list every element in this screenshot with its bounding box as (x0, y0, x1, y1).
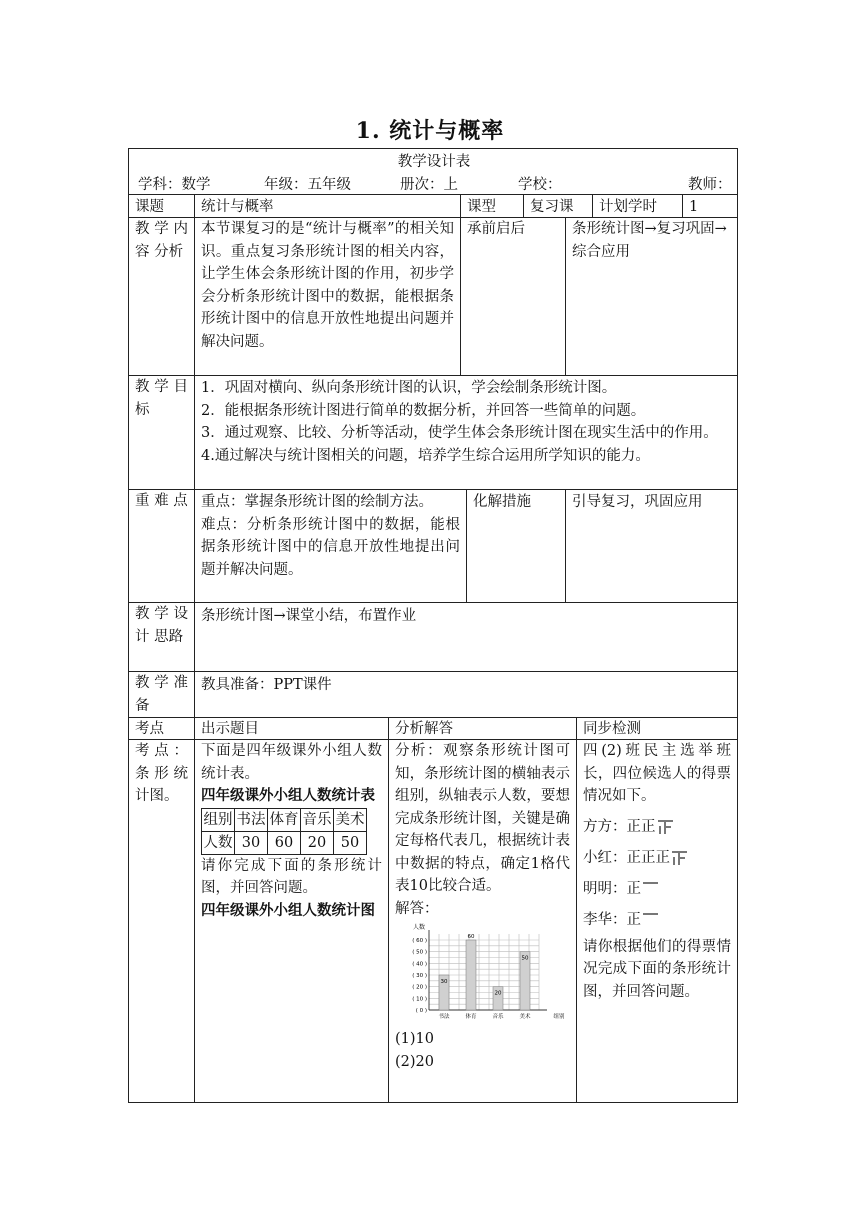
lesson-design-table (128, 148, 738, 1103)
tally-mark-icon (641, 911, 661, 929)
topic-value: 统计与概率 (194, 195, 461, 218)
x-axis-label: 组别 (553, 1014, 565, 1020)
bar (466, 940, 476, 1010)
difficulty-label: 重 难 点 (128, 489, 195, 603)
candidate-name: 小红：正正正 (583, 849, 670, 866)
y-tick-label: ( 50 ) (412, 949, 427, 956)
question-cell (194, 739, 389, 1103)
table-cell: 美术 (334, 808, 367, 831)
candidate-list (583, 812, 731, 936)
col-point: 考点 (128, 717, 195, 740)
bar-chart (393, 920, 569, 1028)
difficulty-text (194, 489, 467, 603)
goal-item-3: 3．通过观察、比较、分析等活动，使学生体会条形统计图在现实生活中的作用。 (201, 425, 718, 441)
candidate-name: 李华：正 (583, 911, 641, 928)
header-subject: 学科：数学 (138, 177, 211, 193)
tally-mark-icon (670, 849, 690, 867)
analysis-cell (388, 739, 577, 1103)
table-cell: 20 (301, 831, 334, 854)
topic-label: 课题 (128, 195, 195, 218)
prep-label: 教 学 准备 (128, 671, 195, 718)
bar-value-label: 60 (467, 934, 475, 940)
tally-mark-icon (641, 880, 661, 898)
check-instruction: 请你根据他们的得票情况完成下面的条形统计图，并回答问题。 (583, 938, 731, 1000)
difficulty-mid-label: 化解措施 (466, 489, 566, 603)
candidate-row (583, 843, 731, 874)
col-question: 出示题目 (194, 717, 389, 740)
goal-item-1: 1．巩固对横向、纵向条形统计图的认识，学会绘制条形统计图。 (201, 380, 617, 396)
goals-list (194, 375, 738, 490)
col-check: 同步检测 (576, 717, 738, 740)
table-cell: 组别 (202, 808, 235, 831)
bar-value-label: 20 (494, 990, 502, 997)
content-mid-label: 承前启后 (460, 217, 566, 376)
x-tick-label: 体育 (465, 1014, 477, 1020)
x-tick-label: 美术 (519, 1014, 531, 1020)
question-intro: 下面是四年级课外小组人数统计表。 (201, 743, 382, 782)
y-tick-label: ( 10 ) (412, 996, 427, 1003)
content-text: 本节课复习的是“统计与概率”的相关知识。重点复习条形统计图的相关内容，让学生体会条形统计图的作用，初步学会分析条形统计图中的数据，能根据条形统计图中的信息开放性地提出问题并解决问题。 (194, 217, 461, 376)
table-cell: 音乐 (301, 808, 334, 831)
question-chart-title: 四年级课外小组人数统计图 (201, 901, 375, 919)
header-teacher: 教师： (688, 177, 732, 193)
table-cell: 书法 (235, 808, 268, 831)
header-school: 学校： (518, 177, 562, 193)
key-point: 重点：掌握条形统计图的绘制方法。 (201, 494, 433, 510)
y-tick-label: ( 30 ) (412, 973, 427, 979)
table-cell: 体育 (268, 808, 301, 831)
type-label: 课型 (460, 195, 524, 218)
goal-item-2: 2．能根据条形统计图进行简单的数据分析，并回答一些简单的问题。 (201, 402, 646, 419)
hours-label: 计划学时 (592, 195, 683, 218)
bar-value-label: 50 (521, 955, 529, 962)
prep-text: 教具准备：PPT课件 (194, 671, 738, 718)
table-row (202, 808, 367, 831)
difficulty-measure: 引导复习，巩固应用 (565, 489, 738, 603)
table-cell: 60 (268, 831, 301, 854)
table-cell: 30 (235, 831, 268, 854)
y-tick-label: ( 60 ) (412, 938, 427, 944)
table-cell: 50 (334, 831, 367, 854)
table-header (128, 148, 738, 195)
design-label: 教 学 设 计 思路 (128, 602, 195, 672)
answer-1: (1)10 (395, 1031, 434, 1047)
y-tick-label: ( 20 ) (412, 984, 427, 991)
x-tick-label: 书法 (438, 1014, 450, 1020)
header-volume: 册次：上 (400, 177, 458, 193)
answer-2: (2)20 (395, 1053, 434, 1070)
y-tick-label: ( 0 ) (415, 1008, 427, 1014)
y-axis-label: 人数 (413, 924, 426, 931)
hours-value: 1 (682, 195, 738, 218)
candidate-row (583, 812, 731, 843)
candidate-row (583, 905, 731, 936)
content-flow: 条形统计图→复习巩固→综合应用 (565, 217, 738, 376)
candidate-row (583, 874, 731, 905)
x-tick-label: 音乐 (492, 1014, 504, 1020)
content-label: 教 学 内 容 分析 (128, 217, 195, 376)
type-value: 复习课 (523, 195, 593, 218)
check-cell (576, 739, 738, 1103)
bar-value-label: 30 (440, 979, 448, 985)
check-intro: 四(2)班民主选举班长，四位候选人的得票情况如下。 (583, 743, 731, 804)
analysis-text: 分析：观察条形统计图可知，条形统计图的横轴表示组别，纵轴表示人数，要想完成条形统计图，关键是确定每格代表几，根据统计表中数据的特点，确定1格代表10比较合适。 (395, 743, 570, 894)
table-row (202, 831, 367, 854)
goals-label: 教 学 目标 (128, 375, 195, 490)
page-title: 1. 统计与概率 (355, 118, 505, 144)
exam-point: 考点：条 形 统 计图。 (128, 739, 195, 1103)
question-table-title: 四年级课外小组人数统计表 (201, 787, 375, 804)
col-analysis: 分析解答 (388, 717, 577, 740)
candidate-name: 明明：正 (583, 880, 641, 897)
hard-point: 难点：分析条形统计图中的数据，能根据条形统计图中的信息开放性地提出问题并解决问题。 (201, 516, 460, 578)
candidate-name: 方方：正正 (583, 818, 656, 835)
header-title: 教学设计表 (397, 154, 471, 170)
y-tick-label: ( 40 ) (412, 961, 427, 968)
tally-mark-icon (656, 818, 676, 836)
answer-label: 解答： (395, 900, 439, 917)
table-cell: 人数 (202, 831, 235, 854)
goal-item-4: 4.通过解决与统计图相关的问题，培养学生综合运用所学知识的能力。 (201, 447, 650, 464)
header-grade: 年级：五年级 (264, 177, 351, 193)
question-instruction: 请你完成下面的条形统计图，并回答问题。 (201, 857, 382, 896)
group-count-table (201, 808, 367, 855)
design-text: 条形统计图→课堂小结，布置作业 (194, 602, 738, 672)
